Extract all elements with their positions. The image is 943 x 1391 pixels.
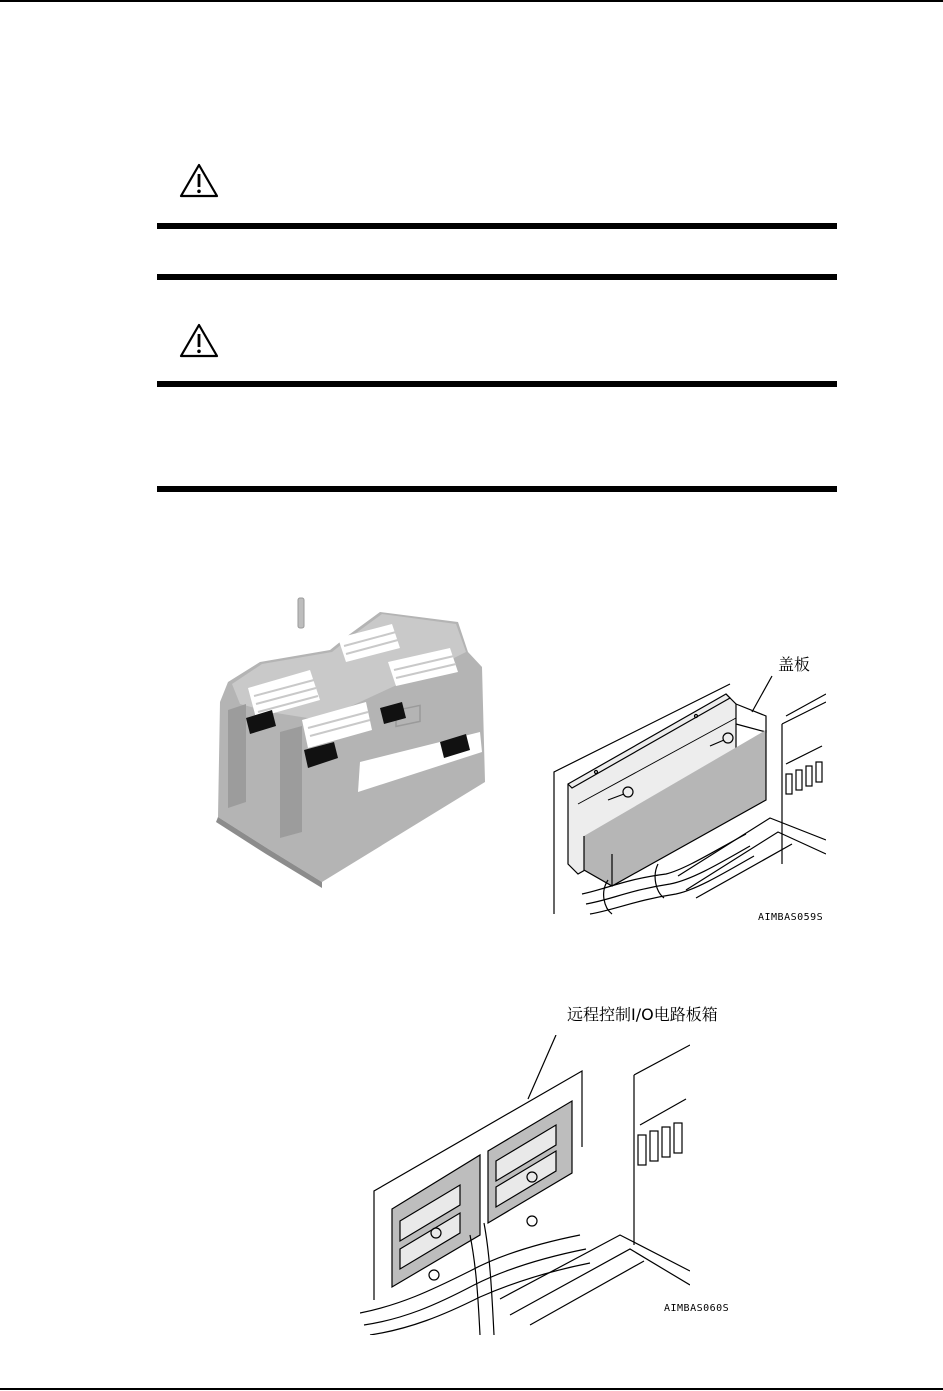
caution-rule-top <box>157 381 837 387</box>
figure1-code: AIMBAS059S <box>758 912 824 923</box>
warning-triangle-icon <box>179 163 219 199</box>
figure2-code: AIMBAS060S <box>664 1303 730 1314</box>
io-board-box-label: 远程控制I/O电路板箱 <box>567 1005 718 1024</box>
warning-rule-bottom <box>157 274 837 280</box>
page-bottom-border <box>0 1388 943 1390</box>
cover-plate-label: 盖板 <box>778 655 811 674</box>
caution-rule-bottom <box>157 486 837 492</box>
warning-rule-top <box>157 223 837 229</box>
cover-plate-illustration <box>546 664 826 934</box>
connector-illustration <box>210 592 510 892</box>
warning-triangle-icon <box>179 323 219 359</box>
page-top-border <box>0 0 943 2</box>
io-board-box-illustration <box>360 1035 690 1335</box>
